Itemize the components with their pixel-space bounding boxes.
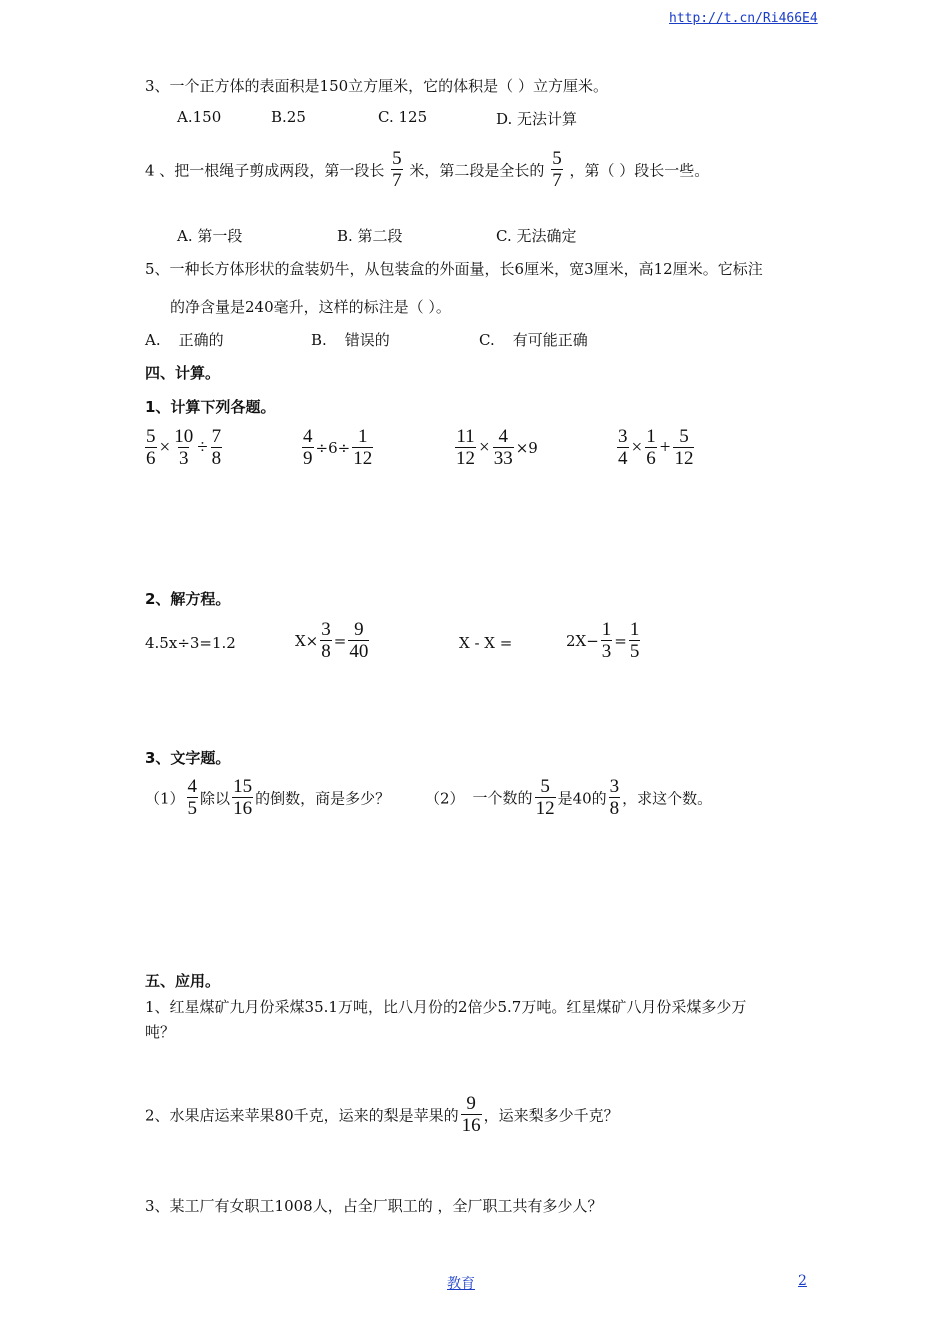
q5-option-c: C. 有可能正确 — [479, 331, 588, 349]
q4-option-c: C. 无法确定 — [496, 227, 577, 245]
application-1-line2: 吨？ — [145, 1023, 176, 1041]
fraction: $\frac{5}{7}$ — [552, 148, 562, 192]
section4-sub2: 2、解方程。 — [145, 590, 231, 608]
q3-option-d: D. 无法计算 — [496, 110, 578, 128]
page-number[interactable]: 2 — [798, 1273, 807, 1289]
fraction: $\frac{5}{7}$ — [392, 148, 402, 192]
q4-option-b: B. 第二段 — [337, 227, 403, 245]
calc-3: $\frac{11}{12}$ × $\frac{4}{33}$ ×9 — [456, 426, 538, 470]
q5-option-a: A. 正确的 — [145, 331, 224, 349]
section4-sub3: 3、文字题。 — [145, 749, 231, 767]
q3-option-b: B.25 — [271, 108, 306, 126]
q5-stem-line2: 的净含量是240毫升，这样的标注是（ ）。 — [170, 298, 451, 316]
word-problem-1: （1） $\frac{4}{5}$ 除以 $\frac{15}{16}$ 的倒数，商是多少？ — [145, 776, 391, 820]
calc-1: $\frac{5}{6}$ × $\frac{10}{3}$ ÷ $\frac{7}{8}$ — [146, 426, 222, 470]
application-2: 2、水果店运来苹果80千克，运来的梨是苹果的 $\frac{9}{16}$ ，运来梨多少千克？ — [145, 1093, 619, 1137]
word-problem-2: （2） 一个数的 $\frac{5}{12}$ 是40的 $\frac{3}{8}$ ，求这个数。 — [425, 776, 713, 820]
calc-2: $\frac{4}{9}$ ÷6÷ $\frac{1}{12}$ — [303, 426, 373, 470]
q3-option-c: C. 125 — [378, 108, 428, 126]
section5-title: 五、应用。 — [145, 972, 221, 990]
q4-stem: 4 、把一根绳子剪成两段，第一段长 $\frac{5}{7}$ 米，第二段是全长的 $\frac{5}{7}$ ，第（ ）段长一些。 — [145, 148, 710, 192]
application-3: 3、某工厂有女职工1008人，占全厂职工的 ，全厂职工共有多少人？ — [145, 1197, 603, 1215]
equation-2: X× $\frac{3}{8}$ = $\frac{9}{40}$ — [295, 619, 369, 663]
q3-stem: 3、一个正方体的表面积是150立方厘米，它的体积是（ ）立方厘米。 — [145, 77, 608, 95]
equation-4: 2X− $\frac{1}{3}$ = $\frac{1}{5}$ — [566, 619, 640, 663]
application-1-line1: 1、红星煤矿九月份采煤35.1万吨，比八月份的2倍少5.7万吨。红星煤矿八月份采煤多少万 — [145, 998, 747, 1016]
footer-link[interactable]: 教育 — [447, 1276, 475, 1292]
section4-title: 四、计算。 — [145, 364, 221, 382]
q5-option-b: B. 错误的 — [311, 331, 390, 349]
calc-4: $\frac{3}{4}$ × $\frac{1}{6}$ + $\frac{5}{12}$ — [618, 426, 694, 470]
q3-option-a: A.150 — [177, 108, 222, 126]
header-url[interactable]: http://t.cn/Ri466E4 — [669, 11, 818, 26]
equation-3: X - X = — [459, 634, 513, 652]
section4-sub1: 1、计算下列各题。 — [145, 398, 276, 416]
q5-stem-line1: 5、一种长方体形状的盒装奶牛，从包装盒的外面量，长6厘米，宽3厘米，高12厘米。它标注 — [145, 260, 763, 278]
equation-1: 4.5x÷3=1.2 — [145, 634, 236, 652]
q4-option-a: A. 第一段 — [177, 227, 243, 245]
